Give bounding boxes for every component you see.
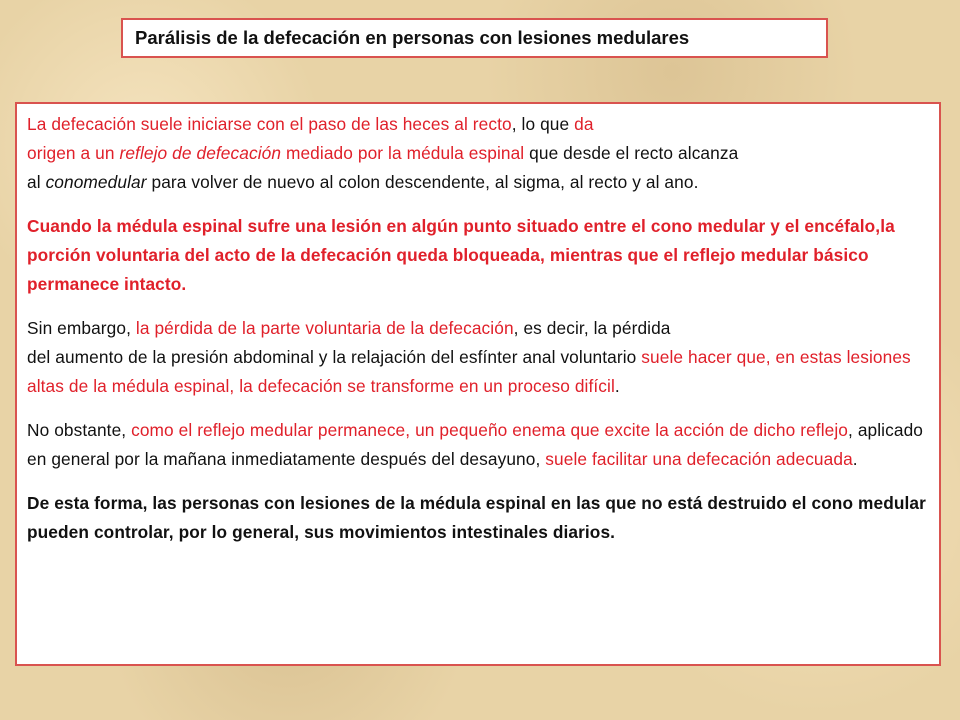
p1-s3: da <box>574 114 594 134</box>
p1-s6: mediado por la médula espinal <box>281 143 525 163</box>
p1-s5: reflejo de defecación <box>119 143 282 163</box>
p1-s8: al <box>27 172 46 192</box>
p3-s3: , es decir, la pérdida <box>513 318 671 338</box>
paragraph-3 <box>27 314 929 401</box>
p1-s4: origen a un <box>27 143 120 163</box>
paragraph-4 <box>27 416 929 474</box>
p4-s4: suele facilitar una defecación adecuada <box>545 449 853 469</box>
paragraph-1 <box>27 110 929 197</box>
p3-s2: la pérdida de la parte voluntaria de la defecación <box>135 318 514 338</box>
p4-s1: No obstante, <box>27 420 132 440</box>
p1-s1: La defecación suele iniciarse con el paso de las heces al recto <box>27 114 512 134</box>
p2-s1: Cuando la médula espinal sufre una lesión en algún punto situado entre el cono medular y el encéfalo,la porción voluntaria del acto de la defecación queda bloqueada, mientras que el reflejo medular básico permanece intacto. <box>27 216 895 294</box>
p1-s10: para volver de nuevo al colon descendente, al sigma, al recto y al ano. <box>146 172 699 192</box>
slide-title: Parálisis de la defecación en personas con lesiones medulares <box>135 27 690 48</box>
p3-s4: del aumento de la presión abdominal y la relajación del esfínter anal voluntario <box>27 347 642 367</box>
p3-s6: . <box>614 376 620 396</box>
p4-s5: . <box>852 449 858 469</box>
paragraph-5 <box>27 489 929 547</box>
p5-s1: De esta forma, las personas con lesiones de la médula espinal en las que no está destruido el cono medular pueden controlar, por lo general, sus movimientos intestinales diarios. <box>27 493 926 542</box>
p4-s2: como el reflejo medular permanece, un pequeño enema que excite la acción de dicho reflejo <box>131 420 849 440</box>
content-box <box>15 102 941 666</box>
title-box <box>121 18 828 58</box>
p1-s7: que desde el recto alcanza <box>524 143 739 163</box>
p3-s1: Sin embargo, <box>27 318 136 338</box>
p1-s2: , lo que <box>511 114 575 134</box>
paragraph-2 <box>27 212 929 299</box>
p4-s3: , aplicado en general por la mañana inmediatamente después del desayuno, <box>27 420 923 469</box>
p1-s9: conomedular <box>45 172 147 192</box>
p3-s5: suele hacer que, en estas lesiones altas de la médula espinal, la defecación se transforme en un proceso difícil <box>27 347 911 396</box>
